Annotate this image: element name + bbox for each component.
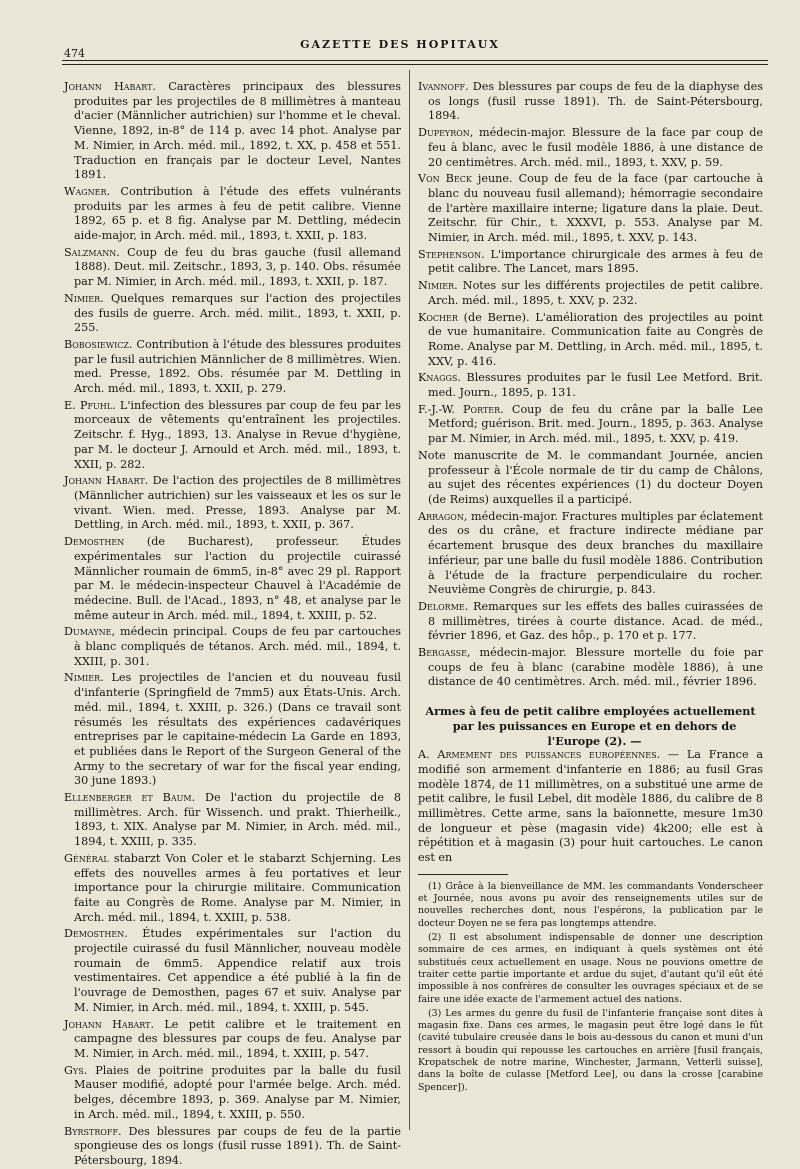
bibliography-entry: [64, 80, 401, 183]
bibliography-entry: [418, 80, 763, 124]
entry-author: Ivannoff.: [418, 80, 469, 93]
bibliography-entry: [64, 474, 401, 533]
entry-text: Contribution à l'étude des blessures produites par le fusil autrichien Männlicher de 8 millimètres. Wien. med. Presse, 1892. Obs. résumée par M. Dettling in Arch. méd. mil., 1893, t. XXII, p. 279.: [74, 337, 401, 396]
entry-text: stabarzt Von Coler et le stabarzt Schjerning. Les effets des nouvelles armes à feu portatives et leur importance pour la chirurgie militaire. Communication faite au Congrès de Rome. Analyse par M. Nimier, in Arch. méd. mil., 1894, t. XXIII, p. 538.: [74, 851, 401, 924]
entry-text: Plaies de poitrine produites par la balle du fusil Mauser modifié, adopté pour l'armée belge. Arch. méd. belges, décembre 1893, p. 369. Analyse par M. Nimier, in Arch. méd. mil., 1894, t. XXIII, p. 550.: [74, 1063, 401, 1121]
bibliography-entry: [418, 311, 763, 370]
entry-text: Contribution à l'étude des effets vulnérants produits par les armes à feu de petit calibre. Vienne 1892, 65 p. et 8 fig. Analyse par M. Dettling, médecin aide-major, in Arch. méd. mil., 1893, t. XXII, p. 183.: [74, 184, 401, 243]
entry-author: Kocher: [418, 310, 458, 324]
bibliography-entry: [64, 292, 401, 336]
bibliography-entry: [64, 1125, 401, 1169]
entry-author: Salzmann.: [64, 245, 120, 259]
entry-author: Johann Habart.: [64, 1017, 155, 1031]
footnote: (3) Les armes du genre du fusil de l'infanterie française sont dites à magasin fixe. Dans ces armes, le magasin peut être logé dans le fût (cavité tubulaire creusée dans le bois au-dessous du canon et muni d'un ressort à boudin qui repousse les cartouches en arrière [fusil français, Kropatschek de notre marine, Winchester, Jarmann, Vetterli suisse], dans la boîte de culasse [Metford Lee], ou dans la crosse [carabine Spencer]).: [418, 1007, 763, 1093]
entry-text: De l'action du projectile de 8 millimètres. Arch. für Wissench. und prakt. Thierheilk., 1893, t. XIX. Analyse par M. Nimier, in Arch. méd. mil., 1894, t. XXIII, p. 335.: [74, 791, 402, 849]
footnote: (1) Grâce à la bienveillance de MM. les commandants Vonderscheer et Journée, nous avons pu avoir des renseignements utiles sur de nouvelles recherches dont, nous l'espérons, la publication par le docteur Doyen ne se fera pas longtemps attendre.: [418, 880, 763, 929]
entry-text: Études expérimentales sur l'action du projectile cuirassé du fusil Männlicher, nouveau modèle roumain de 6mm5. Appendice relatif aux trois vestimentaires. Cet appendice a été publié à la fin de l'ouvrage de Demosthen, pages 67 et suiv. Analyse par M. Nimier, in Arch. méd. mil., 1894, t. XXIII, p. 545.: [74, 927, 401, 1014]
bibliography-entry: [64, 1018, 401, 1062]
bibliography-entry: [418, 449, 763, 508]
entry-text: Caractères principaux des blessures produites par les projectiles de 8 millimètres à manteau d'acier (Männlicher autrichien) sur l'homme et le cheval. Vienne, 1892, in-8° de 114 p. avec 14 phot. Analyse par M. Nimier, in Arch. méd. mil., 1892, t. XX, p. 458 et 551. Traduction en français par le docteur Level, Nantes 1891.: [74, 80, 401, 182]
bibliography-entry: [418, 371, 763, 400]
entry-text: Des blessures par coups de feu de la partie spongieuse des os longs (fusil russe 1891). Th. de Saint-Pétersbourg, 1894.: [74, 1124, 401, 1167]
entry-author: E. Pfuhl.: [64, 398, 116, 412]
entry-author: Johann Habart.: [64, 474, 149, 488]
entry-text: manuscrite de M. le commandant Journée, ancien professeur à l'École normale de tir du camp de Châlons, au sujet des récentes expériences (1) du docteur Doyen (de Reims) auxquelles il a participé.: [428, 448, 763, 506]
bibliography-entry: [64, 625, 401, 669]
entry-text: Des blessures par coups de feu de la diaphyse des os longs (fusil russe 1891). Th. de Saint-Pétersbourg, 1894.: [428, 80, 763, 123]
bibliography-entry: [64, 399, 401, 473]
bibliography-entry: [418, 646, 763, 690]
entry-text: Coup de feu du bras gauche (fusil allemand 1888). Deut. mil. Zeitschr., 1893, 3, p. 140. Obs. résumée par M. Nimier, in Arch. méd. mil., 1893, t. XXII, p. 187.: [74, 245, 401, 289]
entry-author: Delorme.: [418, 599, 469, 613]
entry-author: Arragon,: [418, 509, 468, 523]
entry-text: Remarques sur les effets des balles cuirassées de 8 millimètres, tirées à courte distance. Acad. de méd., février 1896, et Gaz. des hôp., p. 170 et p. 177.: [428, 599, 763, 643]
bibliography-entry: [64, 535, 401, 623]
bibliography-entry: [64, 852, 401, 926]
header-rule: [62, 60, 768, 61]
entry-text: médecin-major. Blessure de la face par coup de feu à blanc, avec le fusil modèle 1886, à une distance de 20 centimètres. Arch. méd. mil., 1893, t. XXV, p. 59.: [428, 126, 763, 169]
entry-author: Knaggs.: [418, 371, 461, 385]
entry-text: Quelques remarques sur l'action des projectiles des fusils de guerre. Arch. méd. milit., 1893, t. XXII, p. 255.: [74, 291, 401, 335]
entry-text: L'importance chirurgicale des armes à feu de petit calibre. The Lancet, mars 1895.: [428, 247, 763, 276]
entry-text: L'infection des blessures par coup de feu par les morceaux de vêtements qu'entraînent les projectiles. Zeitschr. f. Hyg., 1893, 13. Analyse in Revue d'hygiène, par M. le docteur J. Arnould et Arch. méd. mil., 1893, t. XXII, p. 282.: [74, 398, 401, 471]
running-title: GAZETTE DES HOPITAUX: [300, 38, 500, 51]
entry-text: Coup de feu du crâne par la balle Lee Metford; guérison. Brit. med. Journ., 1895, p. 363. Analyse par M. Nimier, in Arch. méd. mil., 1895, t. XXV, p. 419.: [428, 402, 763, 446]
bibliography-entry: [64, 185, 401, 244]
entry-text: Notes sur les différents projectiles de petit calibre. Arch. méd. mil., 1895, t. XXV, p. 232.: [428, 279, 763, 307]
bibliography-entry: [64, 1064, 401, 1123]
bibliography-entry: [418, 279, 763, 308]
entry-text: médecin-major. Blessure mortelle du foie par coups de feu à blanc (carabine modèle 1886), à une distance de 40 centimètres. Arch. méd. mil., février 1896.: [428, 646, 763, 689]
bibliography-entry: [64, 338, 401, 397]
entry-author: Ellenberger et Baum.: [64, 791, 196, 805]
section-heading: Armes à feu de petit calibre employées actuellement par les puissances en Europe et en dehors de l'Europe (2). —: [425, 704, 756, 748]
entry-text: Blessures produites par le fusil Lee Metford. Brit. med. Journ., 1895, p. 131.: [428, 371, 763, 400]
entry-text: (de Bucharest), professeur. Études expérimentales sur l'action du projectile cuirassé Männlicher roumain de 6mm5, in-8° avec 29 pl. Rapport par M. le médecin-inspecteur Chauvel à l'Académie de médecine. Bull. de l'Acad., 1893, n° 48, et analyse par le même auteur in Arch. méd. mil., 1894, t. XXIII, p. 52.: [74, 535, 401, 622]
entry-author: Stephenson.: [418, 247, 485, 261]
left-column: [64, 80, 402, 1167]
entry-author: Demosthen.: [64, 927, 128, 941]
entry-text: jeune. Coup de feu de la face (par cartouche à blanc du nouveau fusil allemand); hémorragie secondaire de l'artère maxillaire interne; ligature dans la plaie. Deut. Zeitschr. für Chir., t. XXXVI, p. 553. Analyse par M. Nimier, in Arch. méd. mil., 1895, t. XXV, p. 143.: [428, 172, 764, 245]
entry-author: Nimier.: [64, 291, 104, 305]
entry-author: Nimier.: [64, 671, 104, 685]
entry-text: Les projectiles de l'ancien et du nouveau fusil d'infanterie (Springfield de 7mm5) aux États-Unis. Arch. méd. mil., 1894, t. XXIII, p. 326.) (Dans ce travail sont résumés les résultats des expériences cadavériques entreprises par le capitaine-médecin La Garde en 1893, et publiées dans le Report of the Surgeon General of the Army to the secretary of war for the fiscal year ending, 30 june 1893.): [74, 671, 401, 788]
entry-author: Dumayne,: [64, 625, 116, 639]
entry-author: Von Beck: [418, 172, 472, 186]
entry-author: Bergasse,: [418, 646, 471, 660]
entry-author: Demosthen: [64, 535, 125, 549]
section-body: [418, 748, 763, 866]
entry-author: Wagner.: [64, 184, 111, 198]
entry-text: (de Berne). L'amélioration des projectiles au point de vue humanitaire. Communication faite au Congrès de Rome. Analyse par M. Dettling, in Arch. méd. mil., 1895, t. XXV, p. 416.: [428, 310, 763, 368]
section-text: La France a modifié son armement d'infanterie en 1886; au fusil Gras modèle 1874, de 11 millimètres, on a substitué une arme de petit calibre, le fusil Lebel, dit modèle 1886, du calibre de 8 millimètres. Cette arme, sans la baïonnette, mesure 1m30 de longueur et pèse (magasin vide) 4k200; elle est à répétition et à magasin (3) pour huit cartouches. Le canon est en: [418, 748, 763, 865]
bibliography-entry: [64, 246, 401, 290]
entry-text: De l'action des projectiles de 8 millimètres (Männlicher autrichien) sur les vaisseaux et les os sur le vivant. Wien. med. Presse, 1893. Analyse par M. Dettling, in Arch. méd. mil., 1893, t. XXII, p. 367.: [74, 474, 401, 532]
footnote: (2) Il est absolument indispensable de donner une description sommaire de ces armes, en indiquant à quels systèmes ont été substitués ceux actuellement en usage. Nous ne pouvions omettre de traiter cette partie importante et ardue du sujet, d'autant qu'il eût été impossible à nos confrères de consulter les ouvrages spéciaux et de se faire une idée exacte de l'armement actuel des nations.: [418, 932, 763, 1005]
footnote-rule: [418, 874, 508, 875]
entry-author: F.-J.-W. Porter.: [418, 402, 504, 416]
entry-author: Général: [64, 851, 109, 865]
entry-author: Note: [418, 448, 446, 462]
bibliography-entry: [418, 248, 763, 277]
entry-text: médecin principal. Coups de feu par cartouches à blanc compliqués de tétanos. Arch. méd. mil., 1894, t. XXIII, p. 301.: [74, 625, 401, 668]
entry-author: Gys.: [64, 1063, 88, 1077]
bibliography-entry: [64, 671, 401, 789]
bibliography-entry: [418, 172, 763, 246]
header-rule-thin: [62, 64, 768, 65]
entry-author: Johann Habart.: [64, 80, 156, 93]
page-number: 474: [64, 47, 85, 60]
bibliography-entry: [418, 403, 763, 447]
bibliography-entry: [418, 600, 763, 644]
section-subhead: A. Armement des puissances européennes. —: [418, 748, 680, 762]
bibliography-entry: [64, 927, 401, 1015]
bibliography-entry: [418, 126, 763, 170]
entry-text: médecin-major. Fractures multiples par éclatement des os du crâne, et fracture indirecte médiane par écartement brusque des deux branches du maxillaire inférieur, par une balle du fusil modèle 1886. Contribution à l'étude de la fracture perpendiculaire du rocher. Neuvième Congrès de chirurgie, p. 843.: [428, 509, 763, 597]
entry-author: Byrstroff.: [64, 1124, 122, 1138]
bibliography-entry: [64, 791, 401, 850]
right-column: [418, 80, 763, 1130]
entry-author: Bobosiewicz.: [64, 337, 133, 351]
entry-author: Nimier.: [418, 279, 458, 293]
entry-author: Dupeyron,: [418, 126, 474, 140]
entry-text: Le petit calibre et le traitement en campagne des blessures par coups de feu. Analyse par M. Nimier, in Arch. méd. mil., 1894, t. XXIII, p. 547.: [74, 1017, 401, 1060]
column-separator: [409, 70, 410, 1130]
bibliography-entry: [418, 510, 763, 598]
